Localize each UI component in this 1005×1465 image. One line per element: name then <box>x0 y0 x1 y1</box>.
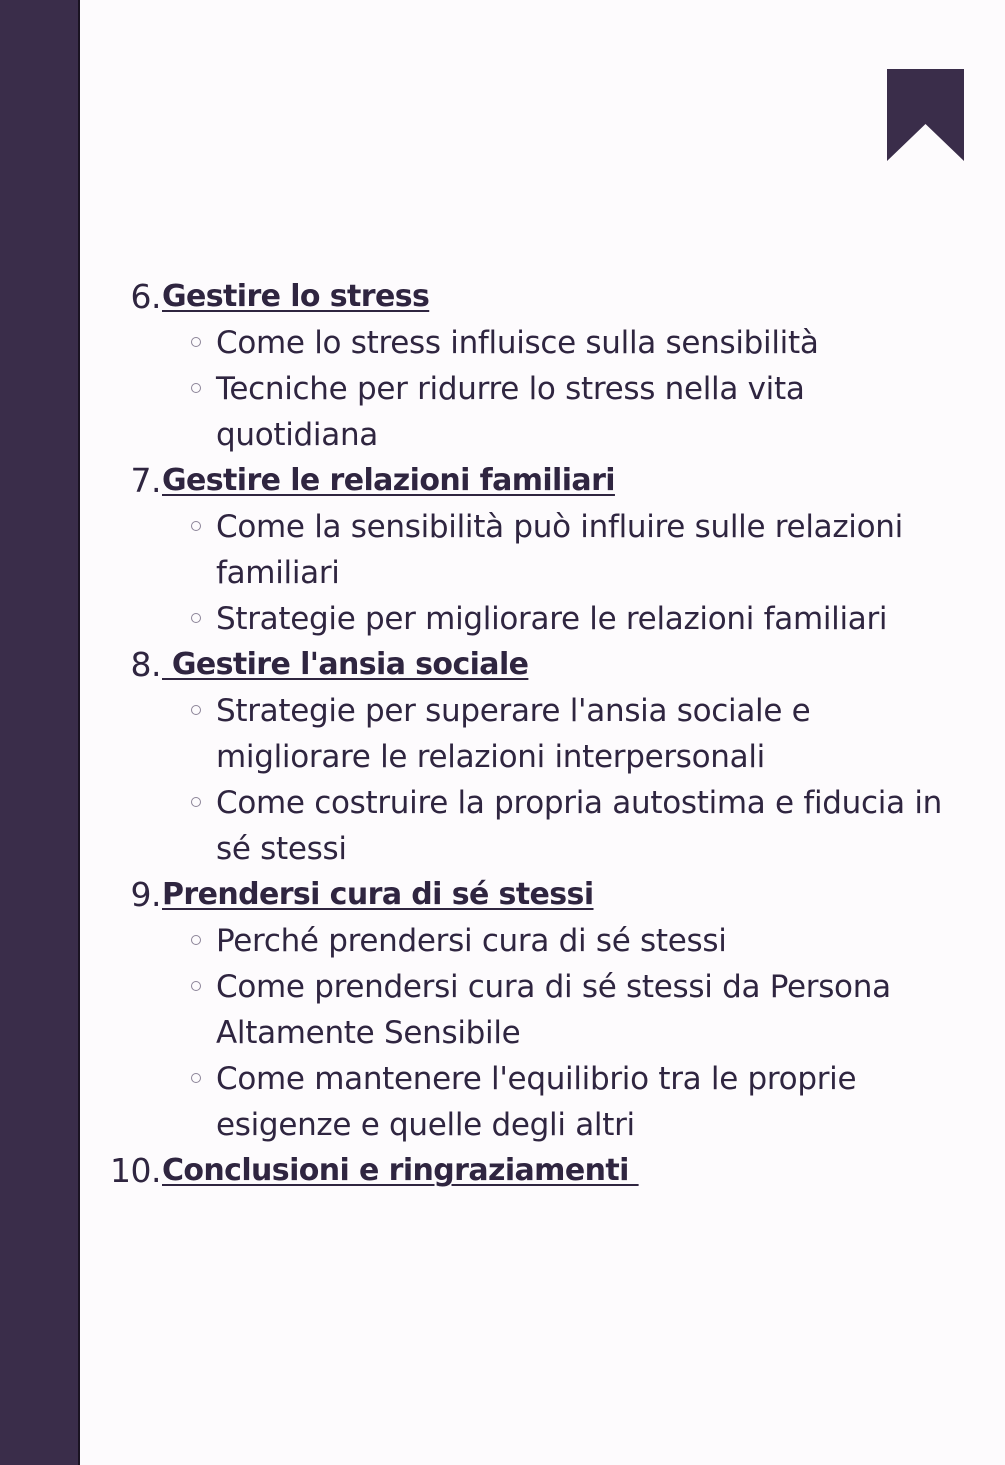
section-number: 7. <box>130 461 161 500</box>
bullet-circle-icon <box>191 935 201 945</box>
list-item: Strategie per superare l'ansia sociale e migliorare le relazioni interpersonali <box>216 688 970 780</box>
list-item: Come prendersi cura di sé stessi da Persona Altamente Sensibile <box>216 964 970 1056</box>
list-item: Tecniche per ridurre lo stress nella vita quotidiana <box>216 366 970 458</box>
list-item: Strategie per migliorare le relazioni familiari <box>216 596 970 642</box>
section-title-link[interactable]: Gestire le relazioni familiari <box>162 463 615 498</box>
toc-section-8 <box>110 642 970 872</box>
subsection-list <box>162 320 970 458</box>
section-title-link[interactable]: Gestire lo stress <box>162 279 430 314</box>
section-title-link[interactable]: Gestire l'ansia sociale <box>162 647 529 682</box>
bullet-circle-icon <box>191 337 201 347</box>
subsection-list <box>162 688 970 872</box>
list-item: Come mantenere l'equilibrio tra le proprie esigenze e quelle degli altri <box>216 1056 970 1148</box>
section-number: 8. <box>130 645 161 684</box>
section-number: 9. <box>130 875 161 914</box>
bullet-circle-icon <box>191 797 201 807</box>
section-title-link[interactable]: Prendersi cura di sé stessi <box>162 877 594 912</box>
section-number: 10. <box>110 1151 161 1190</box>
list-item: Come lo stress influisce sulla sensibilità <box>216 320 970 366</box>
section-number: 6. <box>130 277 161 316</box>
list-item: Perché prendersi cura di sé stessi <box>216 918 970 964</box>
bullet-circle-icon <box>191 705 201 715</box>
toc-section-9 <box>110 872 970 1148</box>
bullet-circle-icon <box>191 383 201 393</box>
table-of-contents <box>110 274 970 1194</box>
section-title-link[interactable]: Conclusioni e ringraziamenti <box>162 1153 639 1188</box>
subsection-list <box>162 504 970 642</box>
list-item: Come la sensibilità può influire sulle relazioni familiari <box>216 504 970 596</box>
bookmark-icon <box>887 69 964 161</box>
subsection-list <box>162 918 970 1148</box>
toc-section-7 <box>110 458 970 642</box>
bullet-circle-icon <box>191 521 201 531</box>
toc-section-10 <box>110 1148 970 1194</box>
list-item: Come costruire la propria autostima e fiducia in sé stessi <box>216 780 970 872</box>
bullet-circle-icon <box>191 613 201 623</box>
bullet-circle-icon <box>191 1073 201 1083</box>
bullet-circle-icon <box>191 981 201 991</box>
side-accent-band <box>0 0 80 1465</box>
toc-section-6 <box>110 274 970 458</box>
